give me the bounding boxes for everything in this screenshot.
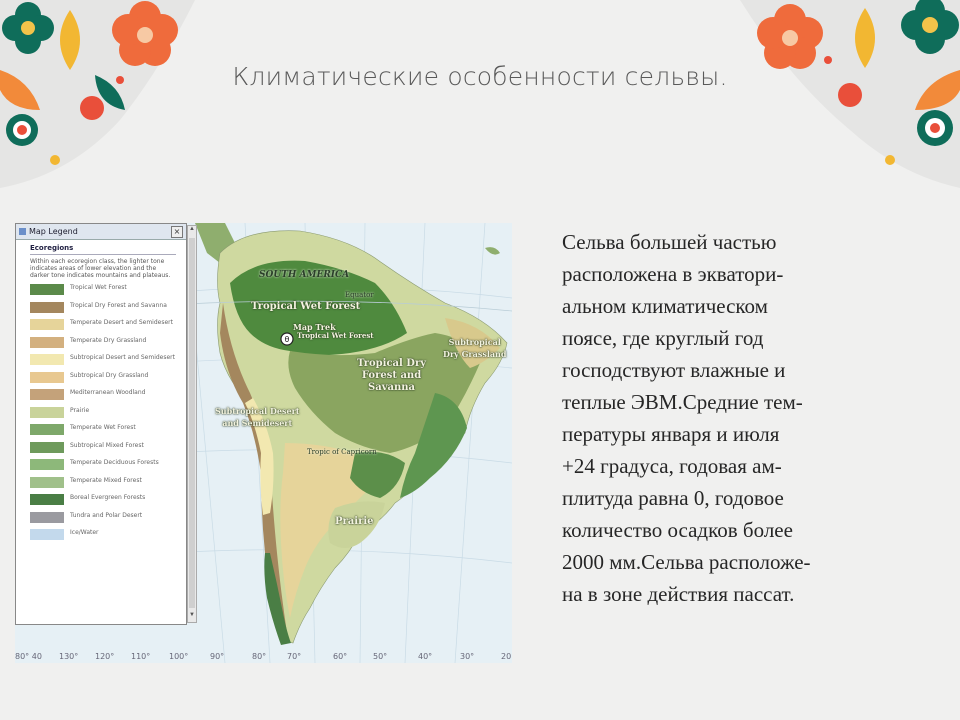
map-label-subtropical-desert: Subtropical Desert and Semidesert — [215, 406, 300, 428]
legend-item — [30, 372, 176, 390]
legend-label: Tundra and Polar Desert — [70, 511, 143, 519]
longitude-label: 70° — [287, 652, 302, 661]
legend-label: Subtropical Dry Grassland — [70, 371, 149, 379]
legend-label: Temperate Mixed Forest — [70, 476, 142, 484]
longitude-label: 80° — [252, 652, 267, 661]
legend-label: Tropical Wet Forest — [70, 284, 127, 291]
legend-item — [30, 337, 176, 355]
legend-label: Temperate Deciduous Forests — [70, 459, 159, 466]
legend-titlebar — [16, 224, 186, 240]
slide-title: Климатические особенности сельвы. — [232, 62, 728, 91]
map-legend-window — [15, 223, 187, 625]
slide-body-text: Сельва большей частью расположена в экватори- альном климатическом поясе, где круглый год господствуют влажные и теплые ЭВМ.Средние тем- пературы января и июля +24 градуса, годовая ам- плитуда равна 0, годовое количество осадков более 2000 мм.Сельва расположе- на в зоне действия пассат. — [562, 230, 811, 606]
longitude-label: 120° — [95, 652, 115, 661]
map-label-south-america: SOUTH AMERICA — [259, 270, 350, 280]
svg-text:θ: θ — [284, 335, 290, 344]
map-label-subtropical-dry-grassland: Subtropical Dry Grassland — [443, 337, 507, 359]
map-label-tropical-wet-forest-small: Tropical Wet Forest — [297, 331, 374, 340]
legend-swatch — [30, 354, 64, 365]
flower-icon — [917, 110, 953, 146]
legend-swatch — [30, 284, 64, 295]
map-trek-marker — [281, 333, 293, 345]
legend-swatch — [30, 319, 64, 330]
legend-window-title: Map Legend — [29, 227, 78, 236]
ecoregion-map-figure — [15, 223, 512, 663]
legend-swatch — [30, 337, 64, 348]
legend-swatch — [30, 372, 64, 383]
legend-item — [30, 477, 176, 495]
flower-icon — [6, 114, 38, 146]
legend-label: Subtropical Desert and Semidesert — [70, 354, 176, 361]
legend-item — [30, 529, 176, 547]
legend-item — [30, 319, 176, 337]
close-icon[interactable]: × — [171, 226, 183, 238]
longitude-label: 110° — [131, 652, 151, 661]
legend-label: Ice/Water — [70, 529, 99, 536]
legend-label: Temperate Wet Forest — [70, 424, 136, 431]
legend-swatch — [30, 407, 64, 418]
legend-label: Mediterranean Woodland — [70, 389, 146, 396]
longitude-label: 20 — [501, 652, 512, 661]
legend-swatch — [30, 477, 64, 488]
legend-item — [30, 494, 176, 512]
legend-label: Subtropical Mixed Forest — [70, 441, 144, 449]
map-label-tropical-wet-forest: Tropical Wet Forest — [251, 301, 361, 312]
legend-swatch — [30, 529, 64, 540]
legend-item — [30, 354, 176, 372]
legend-label: Boreal Evergreen Forests — [70, 494, 146, 501]
legend-list — [30, 284, 176, 547]
longitude-label: 40° — [418, 652, 433, 661]
legend-item — [30, 302, 176, 320]
map-label-tropic-of-capricorn: Tropic of Capricorn — [307, 448, 377, 456]
legend-swatch — [30, 442, 64, 453]
corner-ornament-right — [730, 0, 960, 190]
longitude-label: 100° — [169, 652, 189, 661]
legend-swatch — [30, 302, 64, 313]
legend-item — [30, 389, 176, 407]
scrollbar-thumb[interactable] — [189, 238, 195, 608]
legend-heading: Ecoregions — [30, 244, 176, 255]
legend-item — [30, 424, 176, 442]
legend-swatch — [30, 512, 64, 523]
longitude-label: 80° 40 — [15, 652, 42, 661]
scroll-up-icon[interactable]: ▲ — [189, 226, 195, 232]
longitude-label: 130° — [59, 652, 79, 661]
legend-item — [30, 284, 176, 302]
legend-window-icon — [19, 228, 26, 235]
map-label-equator: Equator — [345, 291, 374, 299]
map-label-prairie: Prairie — [335, 516, 374, 527]
legend-scrollbar[interactable] — [187, 225, 197, 623]
legend-item — [30, 407, 176, 425]
legend-swatch — [30, 494, 64, 505]
map-label-tropical-dry-forest: Tropical Dry Forest and Savanna — [357, 358, 427, 393]
legend-label: Temperate Dry Grassland — [70, 336, 147, 344]
legend-item — [30, 442, 176, 460]
legend-swatch — [30, 389, 64, 400]
longitude-label: 50° — [373, 652, 388, 661]
longitude-label: 90° — [210, 652, 225, 661]
legend-swatch — [30, 424, 64, 435]
longitude-axis — [15, 652, 512, 663]
legend-swatch — [30, 459, 64, 470]
longitude-label: 60° — [333, 652, 348, 661]
legend-item — [30, 459, 176, 477]
corner-ornament-left — [0, 0, 200, 190]
longitude-label: 30° — [460, 652, 475, 661]
legend-label: Prairie — [70, 406, 90, 414]
legend-note: Within each ecoregion class, the lighter tone indicates areas of lower elevation and the darker tone indicates mountains and plateaus. — [30, 258, 171, 279]
map-label-map-trek: Map Trek — [293, 322, 336, 332]
legend-label: Tropical Dry Forest and Savanna — [70, 301, 167, 309]
scroll-down-icon[interactable]: ▼ — [189, 612, 195, 618]
legend-label: Temperate Desert and Semidesert — [70, 319, 173, 326]
legend-item — [30, 512, 176, 530]
